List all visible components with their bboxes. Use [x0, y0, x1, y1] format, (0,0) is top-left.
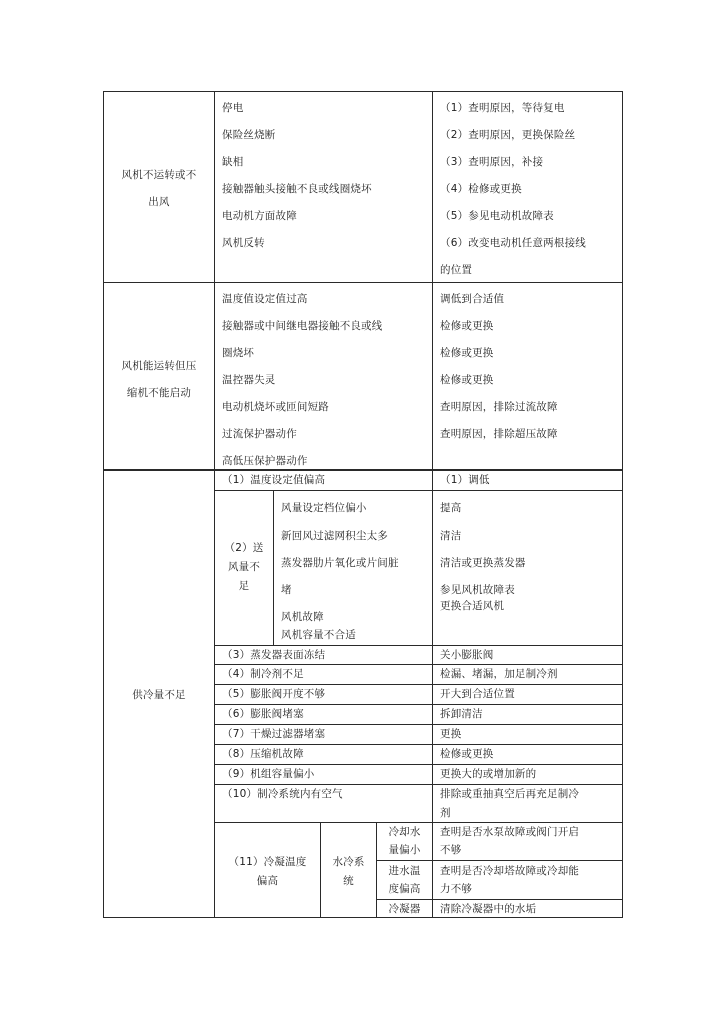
remedy-text: 检修或更换 [440, 320, 494, 332]
water-cooled-system-line2: 统 [343, 875, 354, 887]
table-border-left [103, 91, 104, 918]
cause-text: 新回风过滤网积尘太多 [281, 530, 388, 542]
sub-cause-text: 冷却水 [388, 826, 421, 838]
cause-text: 保险丝烧断 [222, 129, 276, 141]
column-divider [432, 91, 433, 469]
row-divider [103, 470, 623, 471]
remedy-text: 检修或更换 [440, 748, 494, 760]
row-divider [214, 490, 623, 491]
table-border-top [103, 91, 623, 92]
sub-cause-text: 量偏小 [388, 844, 421, 856]
remedy-text: （3）查明原因，补接 [440, 156, 544, 168]
cause-text: （1）温度设定值偏高 [222, 474, 326, 486]
cause-text: （9）机组容量偏小 [222, 768, 315, 780]
row-divider [376, 860, 623, 861]
remedy-text: 查明原因，排除超压故障 [440, 428, 558, 440]
cause-text: 风量设定档位偏小 [281, 502, 367, 514]
cause-text: 圈烧坏 [222, 347, 255, 359]
cause-text: 风机反转 [222, 237, 265, 249]
airflow-label-line2: 风量不 [227, 561, 261, 573]
table-border-right [622, 91, 623, 918]
airflow-label-line3: 足 [238, 580, 250, 592]
row-divider [214, 784, 623, 785]
row-divider [214, 684, 623, 685]
cause-text: 接触器或中间继电器接触不良或线 [222, 320, 383, 332]
remedy-text: 拆卸清洁 [440, 708, 483, 720]
row-divider [214, 744, 623, 745]
remedy-text: （2）查明原因，更换保险丝 [440, 129, 576, 141]
cause-text: 电动机烧坏或匝间短路 [222, 401, 329, 413]
cause-text: 堵 [281, 584, 292, 596]
row-divider [214, 724, 623, 725]
cause-text: （8）压缩机故障 [222, 748, 304, 760]
symptom-fan-not-running-line2: 出风 [148, 196, 170, 208]
remedy-text: 关小膨胀阀 [440, 649, 494, 661]
remedy-text: 更换合适风机 [440, 600, 505, 612]
remedy-text: 查明是否冷却塔故障或冷却能 [440, 865, 580, 877]
cause-text: 高低压保护器动作 [222, 455, 308, 467]
cause-text: （10）制冷系统内有空气 [222, 788, 343, 800]
remedy-text: 检修或更换 [440, 347, 494, 359]
row-divider [214, 704, 623, 705]
cause-text: 风机容量不合适 [281, 629, 356, 641]
table-border-bottom [103, 917, 623, 918]
remedy-text: （1）调低 [440, 474, 490, 486]
remedy-text: （1）查明原因，等待复电 [440, 102, 565, 114]
symptom-compressor-not-start-line2: 缩机不能启动 [126, 387, 192, 399]
remedy-text: 剂 [440, 807, 451, 819]
remedy-text: 调低到合适值 [440, 293, 505, 305]
cause-text: 电动机方面故障 [222, 210, 297, 222]
remedy-text: 检修或更换 [440, 374, 494, 386]
remedy-text: 不够 [440, 844, 462, 856]
remedy-text: （5）参见电动机故障表 [440, 210, 554, 222]
cause-text: （3）蒸发器表面冻结 [222, 649, 326, 661]
condensing-temp-label-line1: （11）冷凝温度 [228, 856, 307, 868]
row-divider [376, 899, 623, 900]
row-divider [214, 822, 623, 823]
cause-text: （4）制冷剂不足 [222, 668, 304, 680]
remedy-text: 查明原因，排除过流故障 [440, 401, 558, 413]
remedy-text: 排除或重抽真空后再充足制冷 [440, 788, 580, 800]
cause-text: 停电 [222, 102, 244, 114]
remedy-text: （4）检修或更换 [440, 183, 522, 195]
row-divider [214, 664, 623, 665]
symptom-insufficient-cooling: 供冷量不足 [132, 689, 186, 701]
remedy-text: 更换 [440, 728, 462, 740]
symptom-compressor-not-start-line1: 风机能运转但压 [121, 360, 197, 372]
sub-cause-text: 进水温 [388, 865, 421, 877]
cause-text: 蒸发器肋片氧化或片间脏 [281, 557, 399, 569]
row-divider [103, 282, 623, 283]
remedy-text: 提高 [440, 502, 462, 514]
remedy-text: 参见风机故障表 [440, 584, 515, 596]
remedy-text: 清除冷凝器中的水垢 [440, 903, 537, 915]
cause-text: 风机故障 [281, 611, 324, 623]
cause-text: 缺相 [222, 156, 244, 168]
cause-text: 接触器触头接触不良或线圈烧坏 [222, 183, 372, 195]
water-cooled-system-line1: 水冷系 [332, 856, 365, 868]
symptom-fan-not-running-line1: 风机不运转或不 [121, 169, 197, 181]
remedy-text: （6）改变电动机任意两根接线 [440, 237, 586, 249]
remedy-text: 更换大的或增加新的 [440, 768, 537, 780]
condensing-temp-label-line2: 偏高 [256, 875, 279, 887]
column-divider [320, 822, 321, 918]
remedy-text: 查明是否水泵故障或阀门开启 [440, 826, 580, 838]
column-divider [214, 470, 215, 918]
cause-text: 过流保护器动作 [222, 428, 297, 440]
remedy-text: 开大到合适位置 [440, 688, 515, 700]
cause-text: 温度值设定值过高 [222, 293, 308, 305]
remedy-text: 力不够 [440, 883, 473, 895]
airflow-label-line1: （2）送 [224, 542, 264, 554]
remedy-text: 清洁或更换蒸发器 [440, 557, 526, 569]
remedy-text: 检漏、堵漏，加足制冷剂 [440, 668, 558, 680]
sub-cause-text: 冷凝器 [388, 903, 421, 915]
remedy-text: 的位置 [440, 264, 473, 276]
row-divider [214, 764, 623, 765]
row-divider [214, 645, 623, 646]
cause-text: （6）膨胀阀堵塞 [222, 708, 304, 720]
cause-text: （5）膨胀阀开度不够 [222, 688, 326, 700]
column-divider [214, 91, 215, 469]
remedy-text: 清洁 [440, 530, 462, 542]
cause-text: 温控器失灵 [222, 374, 276, 386]
column-divider [432, 470, 433, 918]
cause-text: （7）干燥过滤器堵塞 [222, 728, 326, 740]
sub-cause-text: 度偏高 [388, 883, 421, 895]
column-divider [273, 490, 274, 645]
